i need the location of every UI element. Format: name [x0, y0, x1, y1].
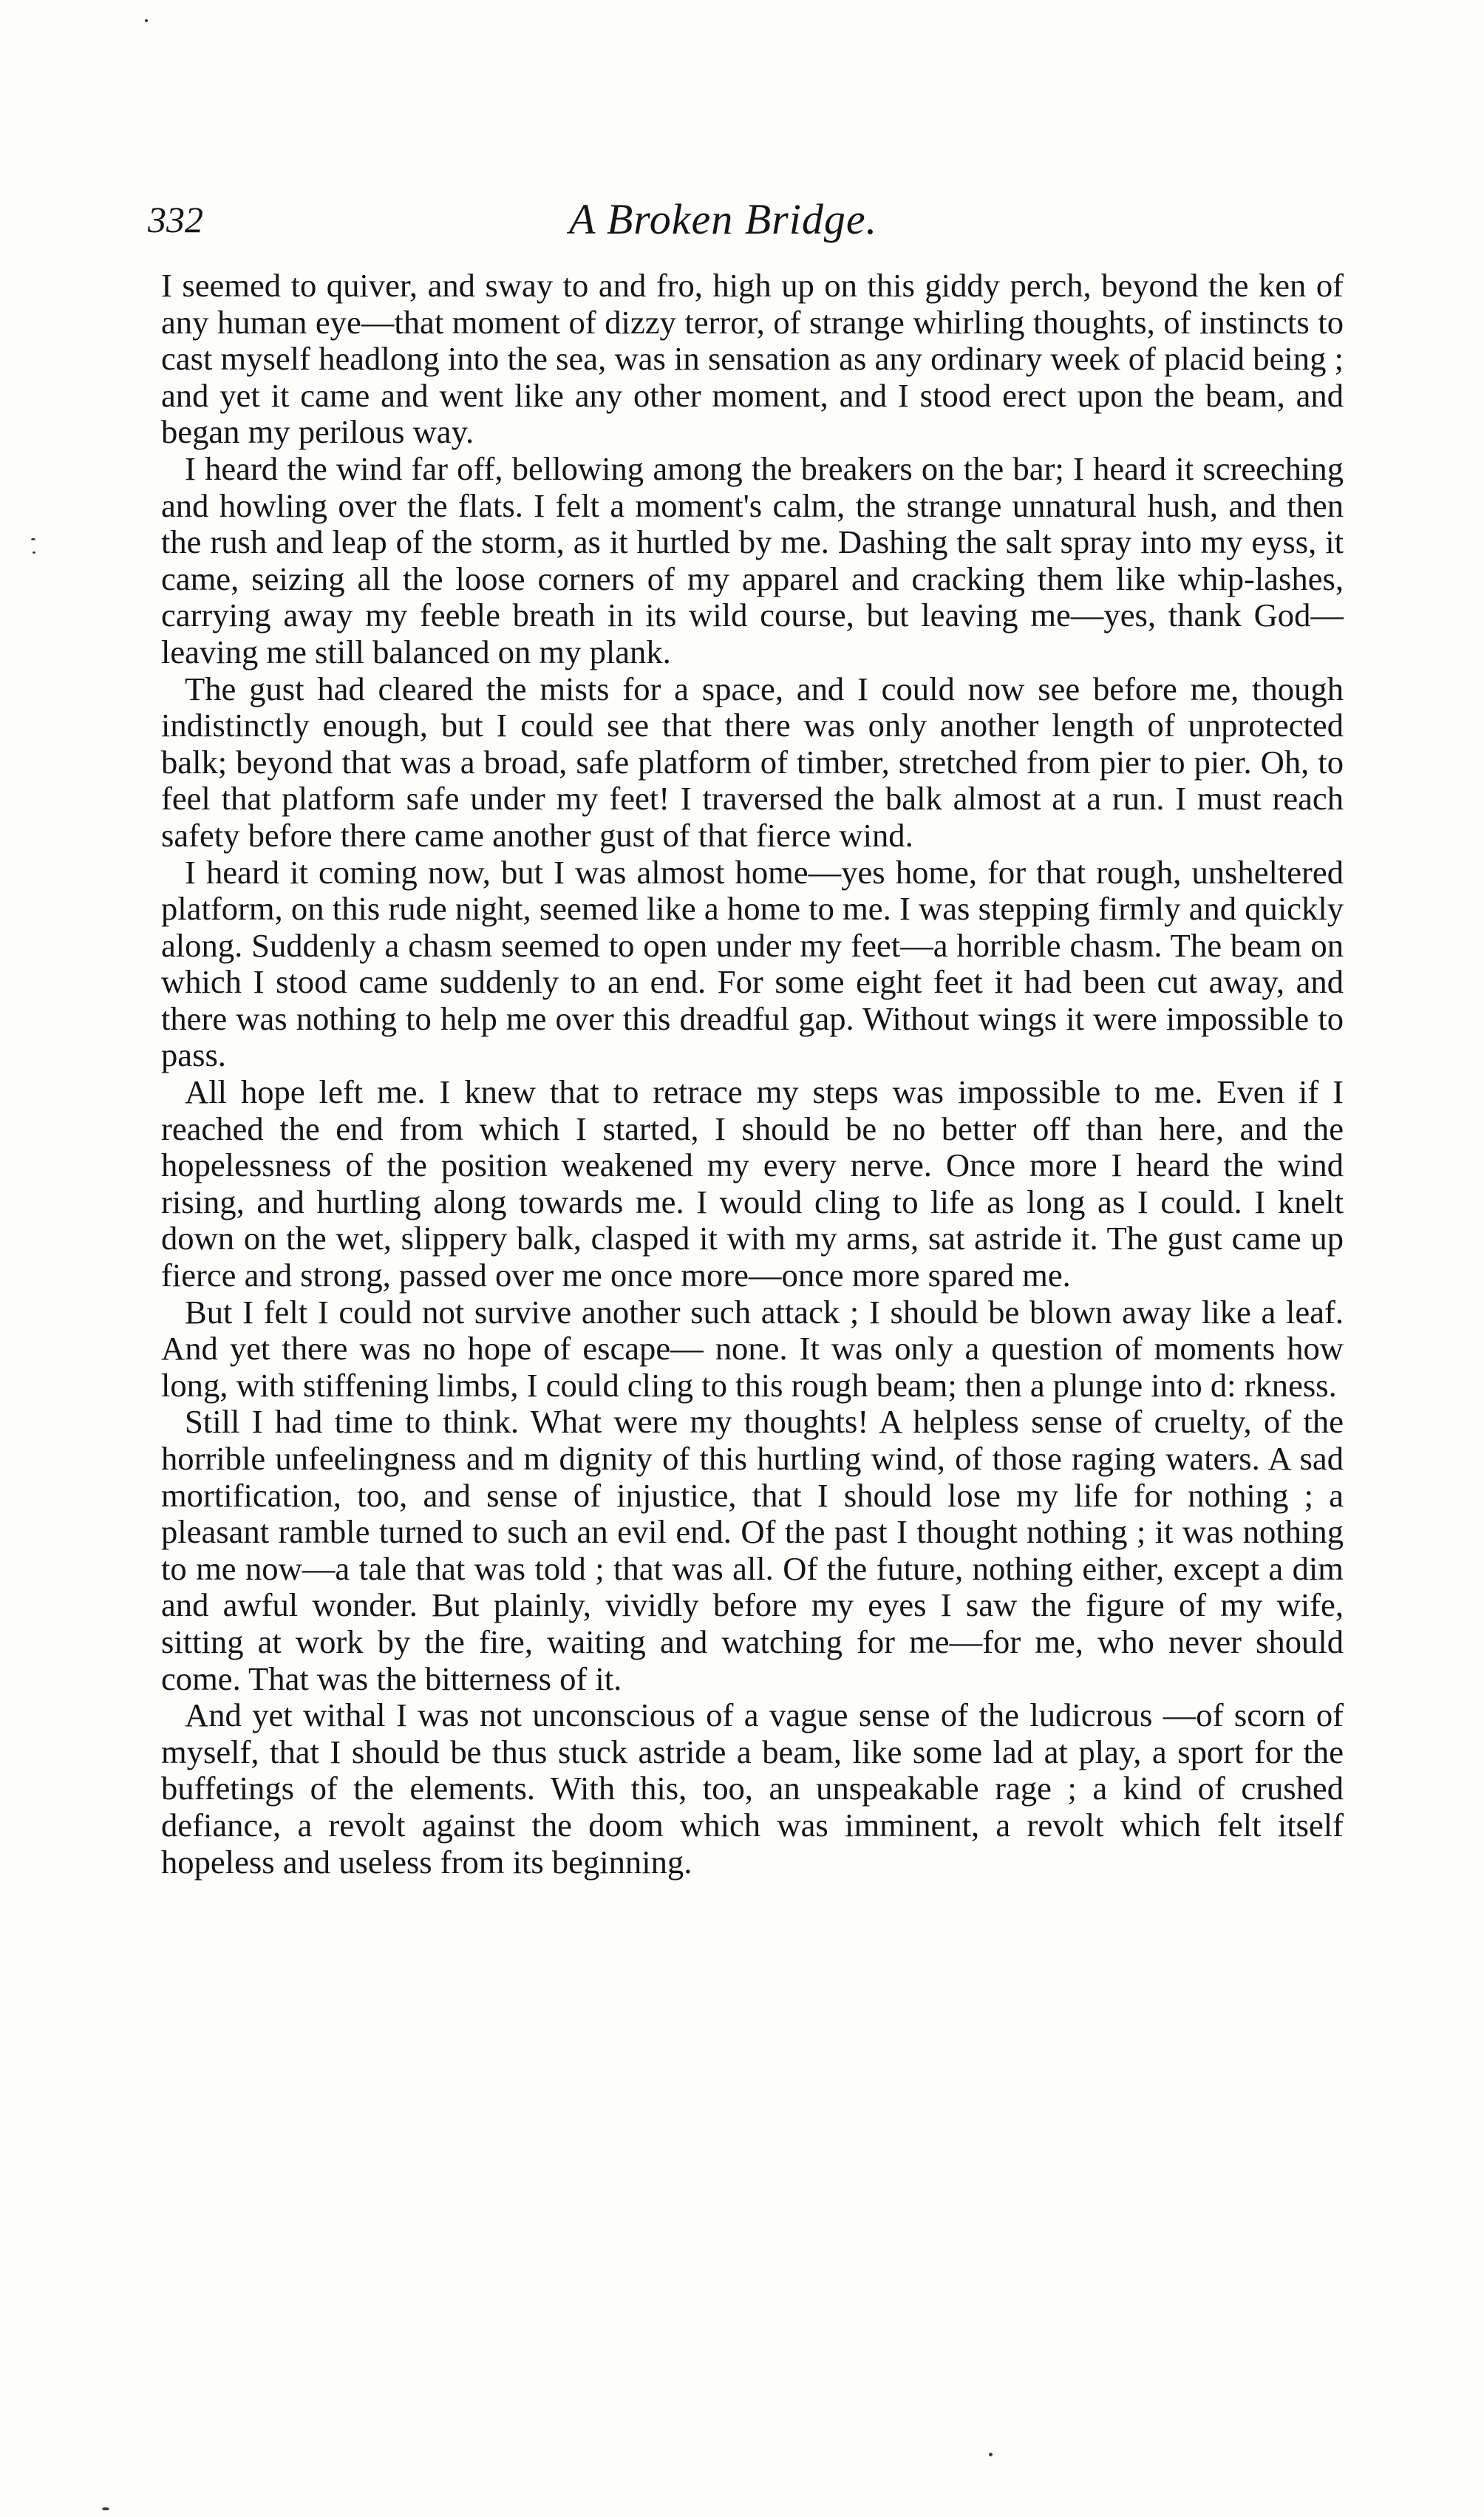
page-number: 332	[148, 199, 203, 240]
scan-speck	[33, 551, 35, 554]
body-text	[161, 268, 1344, 1881]
scan-speck	[102, 2507, 109, 2510]
paragraph: All hope left me. I knew that to retrace my steps was impossible to me. Even if I reached the end from which I started, I should be no better off than here, and the hopelessness of the position weakened my every nerve. Once more I heard the wind rising, and hurtling along towards me. I would cling to life as long as I could. I knelt down on the wet, slippery balk, clasped it with my arms, sat astride it. The gust came up fierce and strong, passed over me once more—once more spared me.	[161, 1073, 1344, 1294]
paragraph: Still I had time to think. What were my thoughts! A helpless sense of cruelty, of the horrible unfeelingness and m dignity of this hurtling wind, of those raging waters. A sad mortification, too, and sense of injustice, that I should lose my life for nothing ; a pleasant ramble turned to such an evil end. Of the past I thought nothing ; it was nothing to me now—a tale that was told ; that was all. Of the future, nothing either, except a dim and awful wonder. But plainly, vividly before my eyes I saw the figure of my wife, sitting at work by the fire, waiting and watching for me—for me, who never should come. That was the bitterness of it.	[161, 1403, 1344, 1697]
paragraph: The gust had cleared the mists for a space, and I could now see before me, though indistinctly enough, but I could see that there was only another length of unprotected balk; beyond that was a broad, safe platform of timber, stretched from pier to pier. Oh, to feel that platform safe under my feet! I traversed the balk almost at a run. I must reach safety before there came another gust of that fierce wind.	[161, 670, 1344, 854]
scan-speck	[145, 19, 148, 22]
paragraph: I heard the wind far off, bellowing among the breakers on the bar; I heard it screeching and howling over the flats. I felt a moment's calm, the strange unnatural hush, and then the rush and leap of the storm, as it hurtled by me. Dashing the salt spray into my eyss, it came, seizing all the loose corners of my apparel and cracking them like whip-lashes, carrying away my feeble breath in its wild course, but leaving me—yes, thank God—leaving me still balanced on my plank.	[161, 449, 1344, 670]
scan-speck	[989, 2453, 993, 2456]
scan-speck	[31, 538, 35, 540]
paragraph: But I felt I could not survive another such attack ; I should be blown away like a leaf. And yet there was no hope of escape— none. It was only a question of moments how long, with stiffening limbs, I could cling to this rough beam; then a plunge into d: rkness.	[161, 1293, 1344, 1404]
page-header	[148, 194, 1338, 253]
running-title: A Broken Bridge.	[569, 195, 878, 243]
paragraph: I heard it coming now, but I was almost home—yes home, for that rough, unsheltered platform, on this rude night, seemed like a home to me. I was stepping firmly and quickly along. Suddenly a chasm seemed to open under my feet—a horrible chasm. The beam on which I stood came suddenly to an end. For some eight feet it had been cut away, and there was nothing to help me over this dreadful gap. Without wings it were impossible to pass.	[161, 853, 1344, 1074]
paragraph: And yet withal I was not unconscious of a vague sense of the ludicrous —of scorn of myself, that I should be thus stuck astride a beam, like some lad at play, a sport for the buffetings of the elements. With this, too, an unspeakable rage ; a kind of crushed defiance, a revolt against the doom which was imminent, a revolt which felt itself hopeless and useless from its beginning.	[161, 1696, 1344, 1881]
paragraph: I seemed to quiver, and sway to and fro, high up on this giddy perch, beyond the ken of any human eye—that moment of dizzy terror, of strange whirling thoughts, of instincts to cast myself headlong into the sea, was in sensation as any ordinary week of placid being ; and yet it came and went like any other moment, and I stood erect upon the beam, and began my perilous way.	[161, 267, 1344, 451]
